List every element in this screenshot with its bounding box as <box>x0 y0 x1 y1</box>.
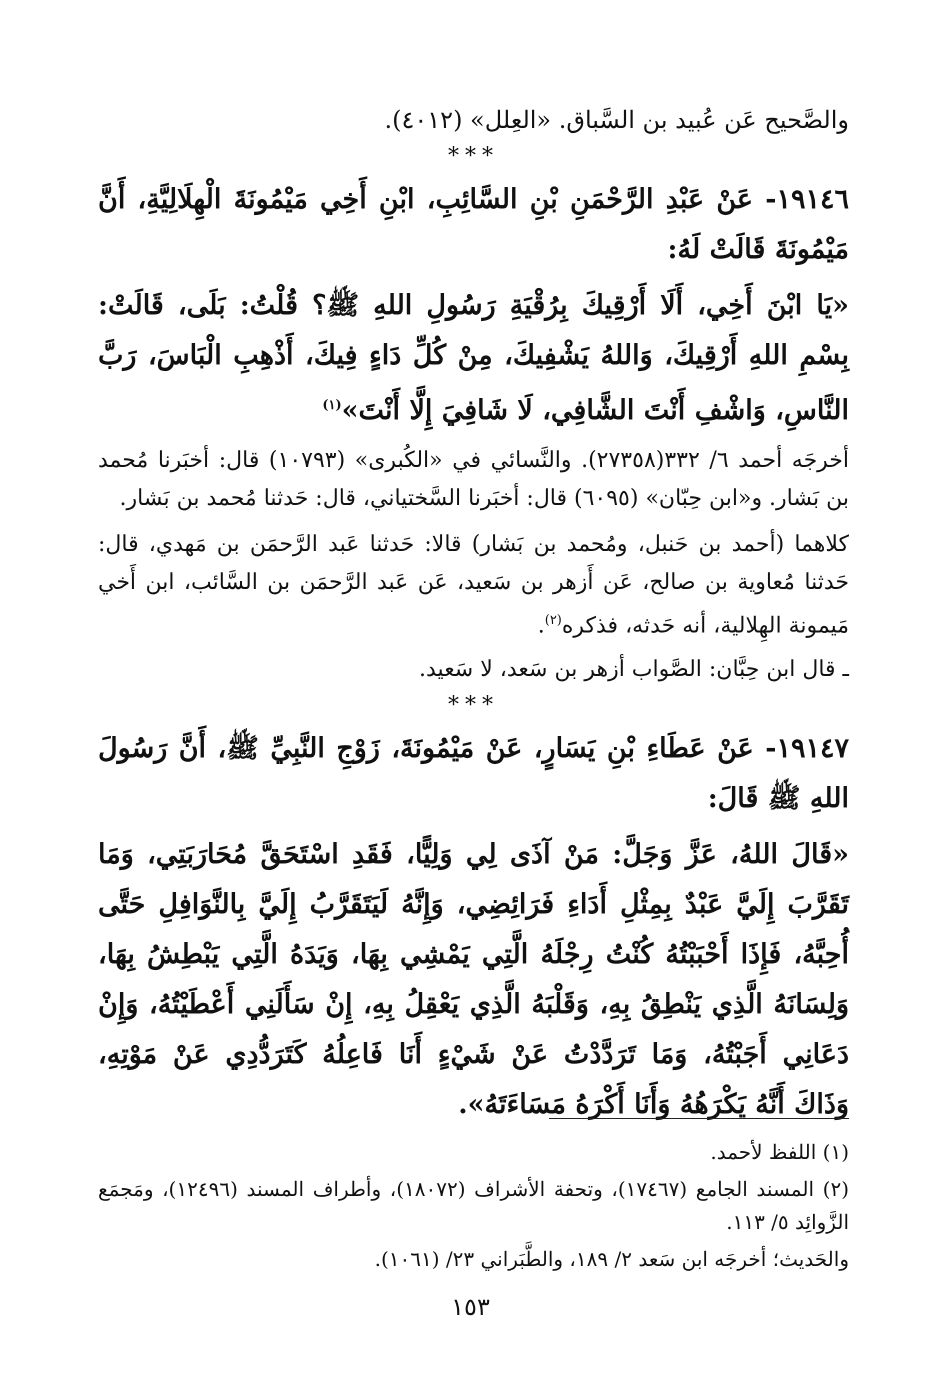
closing-note: والصَّحيح عَن عُبيد بن السَّباق. «العِلل» (٤٠١٢). <box>384 106 849 134</box>
hadith-19146-text <box>98 281 849 436</box>
page-number: ١٥٣ <box>451 1293 490 1321</box>
footnote-2-continuation: والحَديث؛ أخرجَه ابن سَعد ٢/ ١٨٩، والطَّبَراني ٢٣/ (١٠٦١). <box>374 1247 849 1271</box>
footnote-divider <box>549 1118 849 1119</box>
hadith-19147-text: «قَالَ اللهُ، عَزَّ وَجَلَّ: مَنْ آذَى لِي وَلِيًّا، فَقَدِ اسْتَحَقَّ مُحَارَبَتِي، وَمَا تَقَرَّبَ إِلَيَّ عَبْدٌ بِمِثْلِ أَدَاءِ فَرَائِضِي، وَإِنَّهُ لَيَتَقَرَّبُ إِلَيَّ بِالنَّوَافِلِ حَتَّى أُحِبَّهُ، فَإِذَا أَحْبَبْتُهُ كُنْتُ رِجْلَهُ الَّتِي يَمْشِي بِهَا، وَيَدَهُ الَّتِي يَبْطِشُ بِهَا، وَلِسَانَهُ الَّذِي يَنْطِقُ بِهِ، وَقَلْبَهُ الَّذِي يَعْقِلُ بِهِ، إِنْ سَأَلَنِي أَعْطَيْتُهُ، وَإِنْ دَعَانِي أَجَبْتُهُ، وَمَا تَرَدَّدْتُ عَنْ شَيْءٍ أَنَا فَاعِلُهُ كَتَرَدُّدِي عَنْ مَوْتِهِ، وَذَاكَ أَنَّهُ يَكْرَهُهُ وَأَنَا أَكْرَهُ مَسَاءَتَهُ». <box>98 839 849 1121</box>
footnote-ref-1[interactable]: (١) <box>322 398 342 413</box>
section-separator: *** <box>448 693 499 719</box>
footnote-2: (٢) المسند الجامع (١٧٤٦٧)، وتحفة الأشراف (١٨٠٧٢)، وأطراف المسند (١٢٤٩٦)، ومَجمَع الزَّوائِد ٥/ ١١٣. <box>98 1177 849 1234</box>
hadith-19146-ibn-hibban-note: ـ قال ابن حِبَّان: الصَّواب أزهر بن سَعد، لا سَعيد. <box>419 657 849 683</box>
hadith-19147-heading: ١٩١٤٧- عَنْ عَطَاءِ بْنِ يَسَارٍ، عَنْ مَيْمُونَةَ، زَوْجِ النَّبِيِّ ﷺ، أَنَّ رَسُولَ اللهِ ﷺ قَالَ: <box>98 733 849 815</box>
footnote-ref-2[interactable]: (٢) <box>544 613 562 628</box>
hadith-19146-matn: «يَا ابْنَ أَخِي، أَلَا أَرْقِيكَ بِرُقْيَةِ رَسُولِ اللهِ ﷺ؟ قُلْتُ: بَلَى، قَالَتْ: بِسْمِ اللهِ أَرْقِيكَ، وَاللهُ يَشْفِيكَ، مِنْ كُلِّ دَاءٍ فِيكَ، أَذْهِبِ الْبَاسَ، رَبَّ النَّاسِ، وَاشْفِ أَنْتَ الشَّافِي، لَا شَافِيَ إِلَّا أَنْتَ» <box>98 290 849 426</box>
page-body <box>98 100 849 1130</box>
footnotes <box>98 1136 849 1280</box>
isnad-text: كلاهما (أحمد بن حَنبل، ومُحمد بن بَشار) قالا: حَدثنا عَبد الرَّحمَن بن مَهدي، قال: حَدثنا مُعاوية بن صالح، عَن أَزهر بن سَعيد، عَن عَبد الرَّحمَن بن السَّائب، ابن أَخي مَيمونة الهِلالية، أنه حَدثه، فذكره <box>98 532 849 639</box>
hadith-19146-takhrij: أخرجَه أحمد ٦/ ٣٣٢(٢٧٣٥٨). والنَّسائي في «الكُبرى» (١٠٧٩٣) قال: أخبَرنا مُحمد بن بَشار. و«ابن حِبّان» (٦٠٩٥) قال: أخبَرنا السَّختياني، قال: حَدثنا مُحمد بن بَشار. <box>98 448 850 511</box>
hadith-19146-isnad: كلاهما (أحمد بن حَنبل، ومُحمد بن بَشار) قالا: حَدثنا عَبد الرَّحمَن بن مَهدي، قال: حَدثنا مُعاوية بن صالح، عَن أَزهر بن سَعيد، عَن عَبد الرَّحمَن بن السَّائب، ابن أَخي مَيمونة الهِلالية، أنه حَدثه، فذكره$^{(٢)}$. <box>98 532 849 639</box>
section-separator: *** <box>448 144 499 169</box>
hadith-19146-heading: ١٩١٤٦- عَنْ عَبْدِ الرَّحْمَنِ بْنِ السَّائِبِ، ابْنِ أَخِي مَيْمُونَةَ الْهِلَالِيَّةِ، أَنَّ مَيْمُونَةَ قَالَتْ لَهُ: <box>98 184 849 265</box>
footnote-1: (١) اللفظ لأحمد. <box>710 1140 849 1164</box>
